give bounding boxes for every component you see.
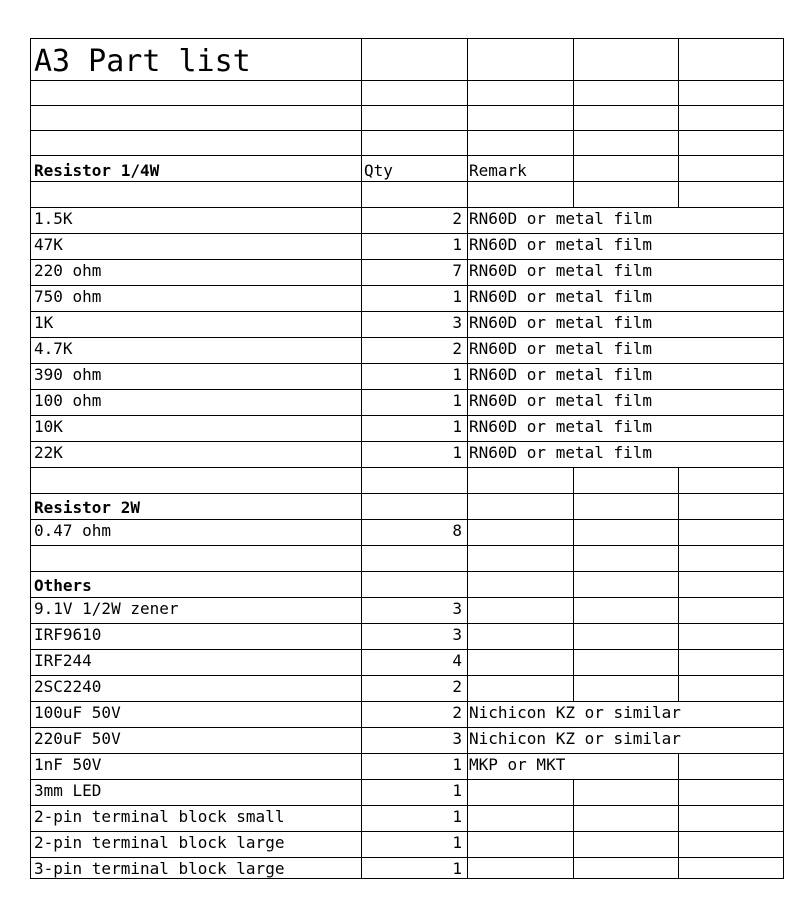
column-border [361, 181, 362, 208]
column-border [573, 571, 574, 598]
column-border [783, 857, 784, 879]
column-border [678, 519, 679, 546]
column-border [783, 80, 784, 106]
column-border [783, 389, 784, 416]
column-border [467, 649, 468, 676]
column-border [678, 623, 679, 650]
part-name: 2-pin terminal block small [34, 807, 285, 826]
part-name: 3-pin terminal block large [34, 859, 285, 878]
column-border [361, 545, 362, 572]
column-border [678, 805, 679, 832]
column-border [573, 181, 574, 208]
column-border [678, 571, 679, 598]
part-name: 4.7K [34, 339, 73, 358]
header-remark: Remark [469, 161, 527, 180]
part-qty: 3 [452, 625, 462, 644]
row-border [30, 545, 784, 546]
row-border [30, 467, 784, 468]
column-border [783, 415, 784, 442]
row-border [30, 727, 784, 728]
row-border [30, 130, 784, 131]
header-qty: Qty [364, 161, 393, 180]
part-qty: 2 [452, 677, 462, 696]
column-border [783, 233, 784, 260]
column-border [783, 519, 784, 546]
column-border [361, 80, 362, 106]
column-border [30, 779, 31, 806]
column-border [573, 105, 574, 131]
part-remark: RN60D or metal film [469, 313, 653, 332]
part-qty: 1 [452, 287, 462, 306]
column-border [573, 831, 574, 858]
column-border [30, 675, 31, 702]
part-qty: 1 [452, 417, 462, 436]
column-border [467, 441, 468, 468]
part-qty: 1 [452, 235, 462, 254]
part-name: 3mm LED [34, 781, 102, 800]
part-name: 100 ohm [34, 391, 102, 410]
row-border [30, 519, 784, 520]
part-qty: 1 [452, 833, 462, 852]
part-name: 1.5K [34, 209, 73, 228]
part-qty: 1 [452, 365, 462, 384]
column-border [573, 779, 574, 806]
part-remark: RN60D or metal film [469, 261, 653, 280]
column-border [467, 155, 468, 182]
column-border [783, 701, 784, 728]
part-name: 390 ohm [34, 365, 102, 384]
row-border [30, 831, 784, 832]
part-remark: RN60D or metal film [469, 417, 653, 436]
row-border [30, 675, 784, 676]
column-border [467, 207, 468, 234]
column-border [783, 649, 784, 676]
row-border [30, 623, 784, 624]
column-border [467, 233, 468, 260]
column-border [30, 389, 31, 416]
column-border [783, 675, 784, 702]
part-remark: Nichicon KZ or similar [469, 729, 681, 748]
column-border [678, 675, 679, 702]
column-border [467, 623, 468, 650]
part-qty: 8 [452, 521, 462, 540]
column-border [361, 701, 362, 728]
column-border [678, 857, 679, 879]
column-border [573, 467, 574, 494]
column-border [30, 285, 31, 312]
column-border [30, 441, 31, 468]
column-border [467, 285, 468, 312]
column-border [783, 155, 784, 182]
part-name: 10K [34, 417, 63, 436]
column-border [573, 857, 574, 879]
row-border [30, 753, 784, 754]
part-remark: RN60D or metal film [469, 443, 653, 462]
section-heading-others: Others [34, 576, 92, 595]
column-border [467, 857, 468, 879]
column-border [30, 259, 31, 286]
column-border [30, 233, 31, 260]
column-border [30, 831, 31, 858]
column-border [678, 597, 679, 624]
column-border [573, 545, 574, 572]
column-border [678, 130, 679, 156]
column-border [467, 831, 468, 858]
row-border [30, 441, 784, 442]
column-border [30, 701, 31, 728]
column-border [30, 753, 31, 780]
column-border [467, 779, 468, 806]
column-border [783, 571, 784, 598]
row-border [30, 105, 784, 106]
column-border [361, 155, 362, 182]
column-border [783, 311, 784, 338]
column-border [30, 155, 31, 182]
column-border [30, 105, 31, 131]
column-border [783, 38, 784, 81]
part-remark: RN60D or metal film [469, 287, 653, 306]
row-border [30, 155, 784, 156]
column-border [783, 493, 784, 520]
column-border [573, 519, 574, 546]
column-border [467, 805, 468, 832]
part-remark: RN60D or metal film [469, 365, 653, 384]
part-qty: 2 [452, 703, 462, 722]
part-qty: 2 [452, 339, 462, 358]
row-border [30, 259, 784, 260]
column-border [361, 285, 362, 312]
part-name: 0.47 ohm [34, 521, 112, 540]
column-border [783, 545, 784, 572]
column-border [30, 130, 31, 156]
column-border [30, 363, 31, 390]
column-border [30, 727, 31, 754]
column-border [361, 311, 362, 338]
column-border [30, 415, 31, 442]
part-name: 220uF 50V [34, 729, 121, 748]
column-border [361, 493, 362, 520]
column-border [361, 233, 362, 260]
row-border [30, 878, 784, 879]
column-border [30, 38, 31, 81]
part-name: 47K [34, 235, 63, 254]
column-border [783, 467, 784, 494]
column-border [573, 155, 574, 182]
column-border [361, 779, 362, 806]
row-border [30, 389, 784, 390]
column-border [361, 857, 362, 879]
part-name: 1nF 50V [34, 755, 102, 774]
column-border [678, 38, 679, 81]
column-border [467, 337, 468, 364]
row-border [30, 649, 784, 650]
column-border [361, 831, 362, 858]
part-remark: RN60D or metal film [469, 235, 653, 254]
column-border [573, 675, 574, 702]
part-name: 22K [34, 443, 63, 462]
part-name: IRF9610 [34, 625, 102, 644]
row-border [30, 779, 784, 780]
row-border [30, 38, 784, 39]
column-border [30, 519, 31, 546]
part-name: 750 ohm [34, 287, 102, 306]
column-border [783, 623, 784, 650]
column-border [30, 805, 31, 832]
column-border [467, 467, 468, 494]
row-border [30, 363, 784, 364]
column-border [678, 753, 679, 780]
row-border [30, 311, 784, 312]
column-border [573, 805, 574, 832]
header-part: Resistor 1/4W [34, 161, 160, 180]
column-border [678, 105, 679, 131]
column-border [783, 779, 784, 806]
column-border [361, 337, 362, 364]
column-border [361, 519, 362, 546]
column-border [361, 130, 362, 156]
part-qty: 4 [452, 651, 462, 670]
part-qty: 7 [452, 261, 462, 280]
column-border [783, 597, 784, 624]
part-name: 2SC2240 [34, 677, 102, 696]
column-border [783, 207, 784, 234]
part-qty: 1 [452, 807, 462, 826]
column-border [678, 155, 679, 182]
column-border [678, 545, 679, 572]
column-border [783, 805, 784, 832]
column-border [361, 727, 362, 754]
part-qty: 1 [452, 391, 462, 410]
sheet-title: A3 Part list [34, 44, 251, 79]
column-border [467, 311, 468, 338]
row-border [30, 571, 784, 572]
column-border [678, 80, 679, 106]
column-border [467, 545, 468, 572]
column-border [361, 753, 362, 780]
column-border [361, 623, 362, 650]
section-heading-2w: Resistor 2W [34, 498, 140, 517]
part-name: 1K [34, 313, 54, 332]
column-border [573, 38, 574, 81]
column-border [467, 181, 468, 208]
column-border [361, 649, 362, 676]
column-border [30, 207, 31, 234]
column-border [678, 493, 679, 520]
column-border [783, 831, 784, 858]
part-qty: 1 [452, 443, 462, 462]
column-border [361, 675, 362, 702]
part-qty: 3 [452, 313, 462, 332]
column-border [467, 415, 468, 442]
row-border [30, 597, 784, 598]
column-border [467, 701, 468, 728]
row-border [30, 493, 784, 494]
part-name: 9.1V 1/2W zener [34, 599, 179, 618]
part-name: IRF244 [34, 651, 92, 670]
part-qty: 1 [452, 859, 462, 878]
row-border [30, 701, 784, 702]
part-qty: 1 [452, 755, 462, 774]
column-border [783, 337, 784, 364]
column-border [467, 519, 468, 546]
column-border [467, 130, 468, 156]
part-qty: 1 [452, 781, 462, 800]
column-border [467, 727, 468, 754]
column-border [361, 363, 362, 390]
column-border [361, 441, 362, 468]
part-remark: MKP or MKT [469, 755, 566, 774]
column-border [361, 415, 362, 442]
row-border [30, 857, 784, 858]
column-border [678, 467, 679, 494]
column-border [783, 727, 784, 754]
column-border [30, 649, 31, 676]
column-border [783, 259, 784, 286]
part-qty: 2 [452, 209, 462, 228]
column-border [30, 571, 31, 598]
row-border [30, 285, 784, 286]
column-border [30, 467, 31, 494]
part-remark: Nichicon KZ or similar [469, 703, 681, 722]
column-border [467, 105, 468, 131]
column-border [678, 779, 679, 806]
column-border [361, 597, 362, 624]
column-border [30, 597, 31, 624]
column-border [467, 38, 468, 81]
column-border [573, 623, 574, 650]
column-border [467, 259, 468, 286]
column-border [783, 285, 784, 312]
column-border [573, 597, 574, 624]
row-border [30, 415, 784, 416]
row-border [30, 207, 784, 208]
column-border [30, 80, 31, 106]
column-border [30, 857, 31, 879]
row-border [30, 233, 784, 234]
column-border [361, 467, 362, 494]
column-border [467, 363, 468, 390]
column-border [30, 545, 31, 572]
column-border [467, 597, 468, 624]
column-border [678, 649, 679, 676]
column-border [30, 181, 31, 208]
column-border [783, 363, 784, 390]
row-border [30, 181, 784, 182]
column-border [30, 311, 31, 338]
column-border [573, 80, 574, 106]
column-border [361, 38, 362, 81]
column-border [467, 571, 468, 598]
row-border [30, 337, 784, 338]
column-border [361, 259, 362, 286]
column-border [467, 80, 468, 106]
column-border [783, 181, 784, 208]
column-border [573, 649, 574, 676]
column-border [361, 105, 362, 131]
part-name: 2-pin terminal block large [34, 833, 285, 852]
part-qty: 3 [452, 729, 462, 748]
column-border [467, 753, 468, 780]
column-border [783, 441, 784, 468]
column-border [783, 105, 784, 131]
column-border [30, 337, 31, 364]
column-border [361, 805, 362, 832]
part-qty: 3 [452, 599, 462, 618]
part-remark: RN60D or metal film [469, 209, 653, 228]
column-border [783, 130, 784, 156]
column-border [467, 493, 468, 520]
row-border [30, 805, 784, 806]
column-border [30, 493, 31, 520]
part-remark: RN60D or metal film [469, 391, 653, 410]
column-border [573, 493, 574, 520]
part-name: 220 ohm [34, 261, 102, 280]
column-border [573, 130, 574, 156]
column-border [783, 753, 784, 780]
column-border [678, 181, 679, 208]
part-name: 100uF 50V [34, 703, 121, 722]
part-remark: RN60D or metal film [469, 339, 653, 358]
column-border [467, 389, 468, 416]
column-border [678, 831, 679, 858]
row-border [30, 80, 784, 81]
column-border [361, 207, 362, 234]
column-border [361, 571, 362, 598]
column-border [467, 675, 468, 702]
column-border [361, 389, 362, 416]
column-border [30, 623, 31, 650]
